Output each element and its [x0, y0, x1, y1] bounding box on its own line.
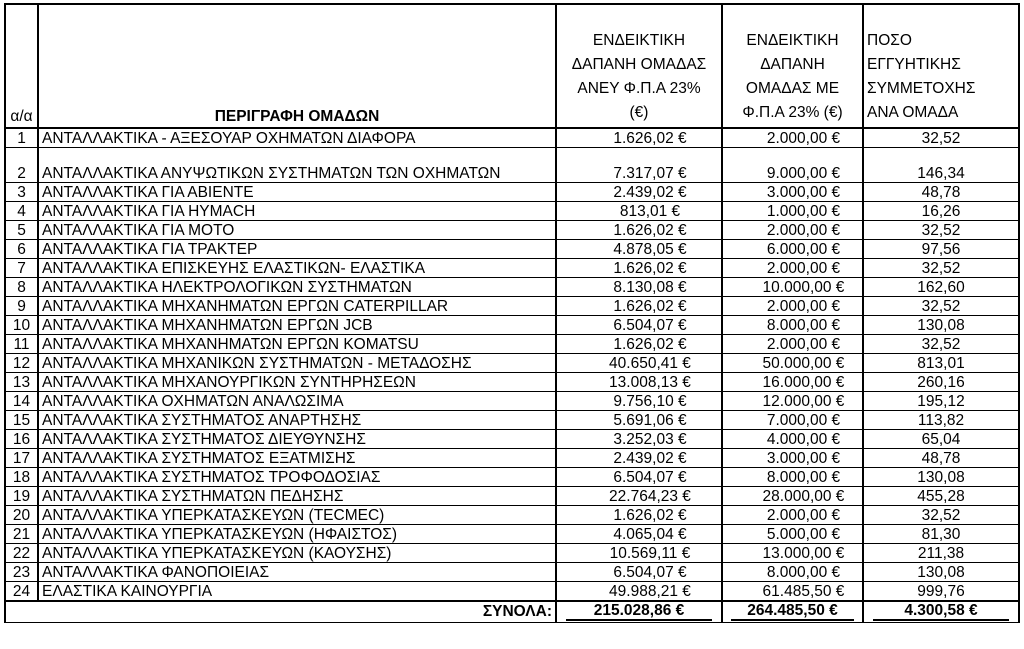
row-guarantee: 32,52	[863, 221, 1019, 240]
row-net-cost	[556, 354, 722, 373]
row-number: 24	[5, 582, 38, 602]
row-number: 22	[5, 544, 38, 563]
row-number: 11	[5, 335, 38, 354]
row-gross-cost-value: 50.000,00 €	[762, 355, 845, 372]
totals-guarantee	[863, 601, 1019, 623]
table-row	[5, 449, 1019, 468]
row-description: ΑΝΤΑΛΛΑΚΤΙΚΑ ΦΑΝΟΠΟΙΕΙΑΣ	[38, 563, 556, 582]
row-number: 6	[5, 240, 38, 259]
row-gross-cost-value: 4.000,00 €	[766, 431, 841, 448]
totals-net-value: 215.028,86 €	[566, 603, 711, 621]
row-net-cost	[556, 148, 722, 183]
header-guarantee-line: ΕΓΓΥΗΤΙΚΗΣ	[867, 56, 961, 73]
table-row	[5, 468, 1019, 487]
row-guarantee: 260,16	[863, 373, 1019, 392]
row-net-cost	[556, 525, 722, 544]
row-description: ΑΝΤΑΛΛΑΚΤΙΚΑ ΣΥΣΤΗΜΑΤΩΝ ΠΕΔΗΣΗΣ	[38, 487, 556, 506]
table-row	[5, 430, 1019, 449]
row-gross-cost	[722, 544, 863, 563]
row-net-cost	[556, 563, 722, 582]
row-gross-cost	[722, 468, 863, 487]
row-gross-cost-value: 7.000,00 €	[766, 412, 841, 429]
row-number: 2	[5, 148, 38, 183]
row-gross-cost	[722, 582, 863, 602]
row-net-cost-value: 1.626,02 €	[613, 222, 687, 239]
row-gross-cost-value: 8.000,00 €	[766, 469, 841, 486]
row-number: 17	[5, 449, 38, 468]
header-description: ΠΕΡΙΓΡΑΦΗ ΟΜΑΔΩΝ	[38, 4, 556, 128]
totals-row	[5, 601, 1019, 623]
row-guarantee: 146,34	[863, 148, 1019, 183]
row-number: 16	[5, 430, 38, 449]
header-gross-line: Φ.Π.Α 23% (€)	[742, 104, 843, 121]
row-description: ΑΝΤΑΛΛΑΚΤΙΚΑ ΥΠΕΡΚΑΤΑΣΚΕΥΩΝ (TECMEC)	[38, 506, 556, 525]
row-gross-cost-value: 2.000,00 €	[766, 336, 841, 353]
row-gross-cost-value: 8.000,00 €	[766, 317, 841, 334]
row-description: ΑΝΤΑΛΛΑΚΤΙΚΑ - ΑΞΕΣΟΥΑΡ ΟΧΗΜΑΤΩΝ ΔΙΑΦΟΡΑ	[38, 128, 556, 148]
header-guarantee	[863, 4, 1019, 128]
row-net-cost-value: 3.252,03 €	[613, 431, 687, 448]
row-gross-cost-value: 2.000,00 €	[766, 222, 841, 239]
row-description: ΑΝΤΑΛΛΑΚΤΙΚΑ ΥΠΕΡΚΑΤΑΣΚΕΥΩΝ (ΚΑΟΥΣΗΣ)	[38, 544, 556, 563]
row-gross-cost	[722, 449, 863, 468]
row-guarantee: 162,60	[863, 278, 1019, 297]
row-gross-cost-value: 16.000,00 €	[762, 374, 845, 391]
row-gross-cost	[722, 278, 863, 297]
row-guarantee: 999,76	[863, 582, 1019, 602]
row-net-cost	[556, 221, 722, 240]
row-gross-cost	[722, 316, 863, 335]
row-description: ΑΝΤΑΛΛΑΚΤΙΚΑ ΥΠΕΡΚΑΤΑΣΚΕΥΩΝ (ΗΦΑΙΣΤΟΣ)	[38, 525, 556, 544]
row-description: ΑΝΤΑΛΛΑΚΤΙΚΑ ΓΙΑ ΜΟΤΟ	[38, 221, 556, 240]
table-row	[5, 582, 1019, 602]
row-number: 7	[5, 259, 38, 278]
row-description: ΑΝΤΑΛΛΑΚΤΙΚΑ ΜΗΧΑΝΗΜΑΤΩΝ ΕΡΓΩΝ KOMATSU	[38, 335, 556, 354]
row-description: ΑΝΤΑΛΛΑΚΤΙΚΑ ΜΗΧΑΝΗΜΑΤΩΝ ΕΡΓΩΝ JCB	[38, 316, 556, 335]
table-row	[5, 148, 1019, 183]
row-net-cost-value: 1.626,02 €	[613, 507, 687, 524]
table-row	[5, 373, 1019, 392]
row-gross-cost-value: 5.000,00 €	[766, 526, 841, 543]
header-guarantee-line: ΣΥΜΜΕΤΟΧΗΣ	[867, 80, 976, 97]
header-gross-line: ΔΑΠΑΝΗ	[760, 56, 825, 73]
row-gross-cost-value: 28.000,00 €	[762, 488, 845, 505]
row-net-cost-value: 813,01 €	[619, 203, 681, 220]
table-row	[5, 411, 1019, 430]
row-number: 18	[5, 468, 38, 487]
row-guarantee: 32,52	[863, 297, 1019, 316]
table-row	[5, 202, 1019, 221]
totals-label: ΣΥΝΟΛΑ:	[5, 601, 556, 623]
row-description: ΑΝΤΑΛΛΑΚΤΙΚΑ ΗΛΕΚΤΡΟΛΟΓΙΚΩΝ ΣΥΣΤΗΜΑΤΩΝ	[38, 278, 556, 297]
header-net-line: ΑΝΕΥ Φ.Π.Α 23%	[577, 80, 701, 97]
row-net-cost	[556, 316, 722, 335]
row-net-cost-value: 1.626,02 €	[613, 336, 687, 353]
table-row	[5, 240, 1019, 259]
row-gross-cost	[722, 506, 863, 525]
row-net-cost-value: 6.504,07 €	[613, 564, 687, 581]
header-guarantee-line: ΠΟΣΟ	[867, 32, 912, 49]
row-gross-cost	[722, 202, 863, 221]
row-net-cost-value: 7.317,07 €	[613, 165, 687, 182]
row-net-cost-value: 1.626,02 €	[613, 298, 687, 315]
row-guarantee: 32,52	[863, 259, 1019, 278]
row-description: ΑΝΤΑΛΛΑΚΤΙΚΑ ΣΥΣΤΗΜΑΤΟΣ ΑΝΑΡΤΗΣΗΣ	[38, 411, 556, 430]
groups-budget-table	[4, 3, 1020, 623]
row-guarantee: 130,08	[863, 316, 1019, 335]
row-gross-cost	[722, 297, 863, 316]
row-number: 15	[5, 411, 38, 430]
row-guarantee: 195,12	[863, 392, 1019, 411]
row-net-cost-value: 6.504,07 €	[613, 469, 687, 486]
totals-gross-value: 264.485,50 €	[731, 603, 853, 621]
row-net-cost-value: 2.439,02 €	[613, 450, 687, 467]
row-guarantee: 97,56	[863, 240, 1019, 259]
row-description: ΑΝΤΑΛΛΑΚΤΙΚΑ ΜΗΧΑΝΙΚΩΝ ΣΥΣΤΗΜΑΤΩΝ - ΜΕΤΑΔΟΣΗΣ	[38, 354, 556, 373]
row-net-cost-value: 6.504,07 €	[613, 317, 687, 334]
row-net-cost	[556, 278, 722, 297]
row-gross-cost	[722, 487, 863, 506]
table-row	[5, 506, 1019, 525]
row-gross-cost-value: 2.000,00 €	[766, 260, 841, 277]
row-gross-cost	[722, 373, 863, 392]
row-net-cost-value: 1.626,02 €	[613, 130, 687, 147]
row-net-cost-value: 1.626,02 €	[613, 260, 687, 277]
row-net-cost-value: 5.691,06 €	[613, 412, 687, 429]
row-guarantee: 65,04	[863, 430, 1019, 449]
row-guarantee: 32,52	[863, 506, 1019, 525]
row-net-cost	[556, 468, 722, 487]
header-net-line: ΔΑΠΑΝΗ ΟΜΑΔΑΣ	[571, 56, 707, 73]
row-gross-cost	[722, 240, 863, 259]
row-description: ΑΝΤΑΛΛΑΚΤΙΚΑ ΣΥΣΤΗΜΑΤΟΣ ΤΡΟΦΟΔΟΣΙΑΣ	[38, 468, 556, 487]
row-description: ΑΝΤΑΛΛΑΚΤΙΚΑ ΜΗΧΑΝΗΜΑΤΩΝ ΕΡΓΩΝ CATERPILLAR	[38, 297, 556, 316]
row-net-cost-value: 22.764,23 €	[609, 488, 691, 505]
table-row	[5, 354, 1019, 373]
table-row	[5, 183, 1019, 202]
row-gross-cost-value: 13.000,00 €	[762, 545, 845, 562]
header-gross-line: ΕΝΔΕΙΚΤΙΚΗ	[746, 32, 839, 49]
row-gross-cost-value: 3.000,00 €	[766, 450, 841, 467]
row-number: 8	[5, 278, 38, 297]
row-net-cost	[556, 240, 722, 259]
row-gross-cost	[722, 392, 863, 411]
row-net-cost	[556, 487, 722, 506]
header-gross-cost	[722, 4, 863, 128]
row-net-cost	[556, 506, 722, 525]
row-gross-cost	[722, 430, 863, 449]
row-guarantee: 130,08	[863, 563, 1019, 582]
row-gross-cost	[722, 335, 863, 354]
row-description: ΑΝΤΑΛΛΑΚΤΙΚΑ ΓΙΑ ΤΡΑΚΤΕΡ	[38, 240, 556, 259]
table-row	[5, 128, 1019, 148]
header-net-line: ΕΝΔΕΙΚΤΙΚΗ	[592, 32, 686, 49]
row-net-cost	[556, 392, 722, 411]
table-row	[5, 278, 1019, 297]
table-row	[5, 316, 1019, 335]
header-gross-line: ΟΜΑΔΑΣ ΜΕ	[745, 80, 840, 97]
row-gross-cost-value: 9.000,00 €	[766, 165, 841, 182]
row-number: 13	[5, 373, 38, 392]
row-guarantee: 32,52	[863, 335, 1019, 354]
row-description: ΑΝΤΑΛΛΑΚΤΙΚΑ ΑΝΥΨΩΤΙΚΩΝ ΣΥΣΤΗΜΑΤΩΝ ΤΩΝ ΟΧΗΜΑΤΩΝ	[38, 148, 556, 183]
row-description: ΑΝΤΑΛΛΑΚΤΙΚΑ ΣΥΣΤΗΜΑΤΟΣ ΕΞΑΤΜΙΣΗΣ	[38, 449, 556, 468]
row-net-cost	[556, 297, 722, 316]
table-row	[5, 544, 1019, 563]
row-net-cost	[556, 128, 722, 148]
totals-net	[556, 601, 722, 623]
table-row	[5, 392, 1019, 411]
row-gross-cost	[722, 259, 863, 278]
row-net-cost-value: 10.569,11 €	[609, 545, 691, 562]
row-gross-cost-value: 2.000,00 €	[766, 298, 841, 315]
row-gross-cost-value: 12.000,00 €	[762, 393, 845, 410]
row-gross-cost	[722, 183, 863, 202]
row-number: 3	[5, 183, 38, 202]
row-gross-cost	[722, 411, 863, 430]
row-gross-cost-value: 2.000,00 €	[766, 130, 841, 147]
header-number: α/α	[5, 4, 38, 128]
row-gross-cost	[722, 148, 863, 183]
row-number: 9	[5, 297, 38, 316]
totals-guarantee-value: 4.300,58 €	[873, 603, 1009, 621]
table-row	[5, 335, 1019, 354]
table-row	[5, 221, 1019, 240]
row-net-cost	[556, 582, 722, 602]
table-row	[5, 297, 1019, 316]
row-guarantee: 32,52	[863, 128, 1019, 148]
row-net-cost-value: 40.650,41 €	[609, 355, 691, 372]
row-number: 21	[5, 525, 38, 544]
row-description: ΑΝΤΑΛΛΑΚΤΙΚΑ ΕΠΙΣΚΕΥΗΣ ΕΛΑΣΤΙΚΩΝ- ΕΛΑΣΤΙΚΑ	[38, 259, 556, 278]
row-number: 5	[5, 221, 38, 240]
totals-gross	[722, 601, 863, 623]
row-number: 23	[5, 563, 38, 582]
row-gross-cost-value: 1.000,00 €	[766, 203, 841, 220]
row-net-cost	[556, 259, 722, 278]
row-net-cost-value: 4.878,05 €	[613, 241, 687, 258]
table-row	[5, 563, 1019, 582]
row-guarantee: 113,82	[863, 411, 1019, 430]
row-gross-cost	[722, 221, 863, 240]
row-net-cost	[556, 449, 722, 468]
table-row	[5, 487, 1019, 506]
header-net-cost	[556, 4, 722, 128]
row-net-cost-value: 8.130,08 €	[613, 279, 687, 296]
row-net-cost-value: 9.756,10 €	[613, 393, 687, 410]
row-number: 20	[5, 506, 38, 525]
row-net-cost-value: 2.439,02 €	[613, 184, 687, 201]
table-row	[5, 259, 1019, 278]
row-number: 12	[5, 354, 38, 373]
table-row	[5, 525, 1019, 544]
row-description: ΑΝΤΑΛΛΑΚΤΙΚΑ ΓΙΑ ΗΥΜΑCΗ	[38, 202, 556, 221]
row-net-cost	[556, 411, 722, 430]
row-description: ΕΛΑΣΤΙΚΑ ΚΑΙΝΟΥΡΓΙΑ	[38, 582, 556, 602]
row-net-cost	[556, 335, 722, 354]
row-guarantee: 16,26	[863, 202, 1019, 221]
row-guarantee: 813,01	[863, 354, 1019, 373]
row-number: 19	[5, 487, 38, 506]
row-net-cost	[556, 183, 722, 202]
header-net-line: (€)	[629, 104, 649, 121]
row-guarantee: 455,28	[863, 487, 1019, 506]
row-guarantee: 130,08	[863, 468, 1019, 487]
row-gross-cost-value: 10.000,00 €	[762, 279, 845, 296]
row-net-cost	[556, 373, 722, 392]
row-guarantee: 48,78	[863, 449, 1019, 468]
row-description: ΑΝΤΑΛΛΑΚΤΙΚΑ ΓΙΑ ΑΒΙΕΝΤΕ	[38, 183, 556, 202]
row-net-cost	[556, 430, 722, 449]
row-description: ΑΝΤΑΛΛΑΚΤΙΚΑ ΣΥΣΤΗΜΑΤΟΣ ΔΙΕΥΘΥΝΣΗΣ	[38, 430, 556, 449]
row-gross-cost-value: 8.000,00 €	[766, 564, 841, 581]
row-net-cost	[556, 544, 722, 563]
row-guarantee: 48,78	[863, 183, 1019, 202]
row-description: ΑΝΤΑΛΛΑΚΤΙΚΑ ΜΗΧΑΝΟΥΡΓΙΚΩΝ ΣΥΝΤΗΡΗΣΕΩΝ	[38, 373, 556, 392]
row-net-cost-value: 49.988,21 €	[609, 583, 691, 600]
row-guarantee: 81,30	[863, 525, 1019, 544]
row-gross-cost	[722, 354, 863, 373]
row-net-cost	[556, 202, 722, 221]
row-description: ΑΝΤΑΛΛΑΚΤΙΚΑ ΟΧΗΜΑΤΩΝ ΑΝΑΛΩΣΙΜΑ	[38, 392, 556, 411]
row-number: 4	[5, 202, 38, 221]
row-gross-cost-value: 2.000,00 €	[766, 507, 841, 524]
row-gross-cost-value: 6.000,00 €	[766, 241, 841, 258]
row-gross-cost	[722, 128, 863, 148]
row-gross-cost-value: 3.000,00 €	[766, 184, 841, 201]
row-net-cost-value: 13.008,13 €	[609, 374, 691, 391]
table-header-row	[5, 4, 1019, 128]
row-net-cost-value: 4.065,04 €	[613, 526, 687, 543]
row-guarantee: 211,38	[863, 544, 1019, 563]
row-gross-cost	[722, 525, 863, 544]
row-number: 1	[5, 128, 38, 148]
row-gross-cost	[722, 563, 863, 582]
row-gross-cost-value: 61.485,50 €	[762, 583, 845, 600]
row-number: 10	[5, 316, 38, 335]
row-number: 14	[5, 392, 38, 411]
header-guarantee-line: ΑΝΑ ΟΜΑΔΑ	[867, 104, 959, 121]
